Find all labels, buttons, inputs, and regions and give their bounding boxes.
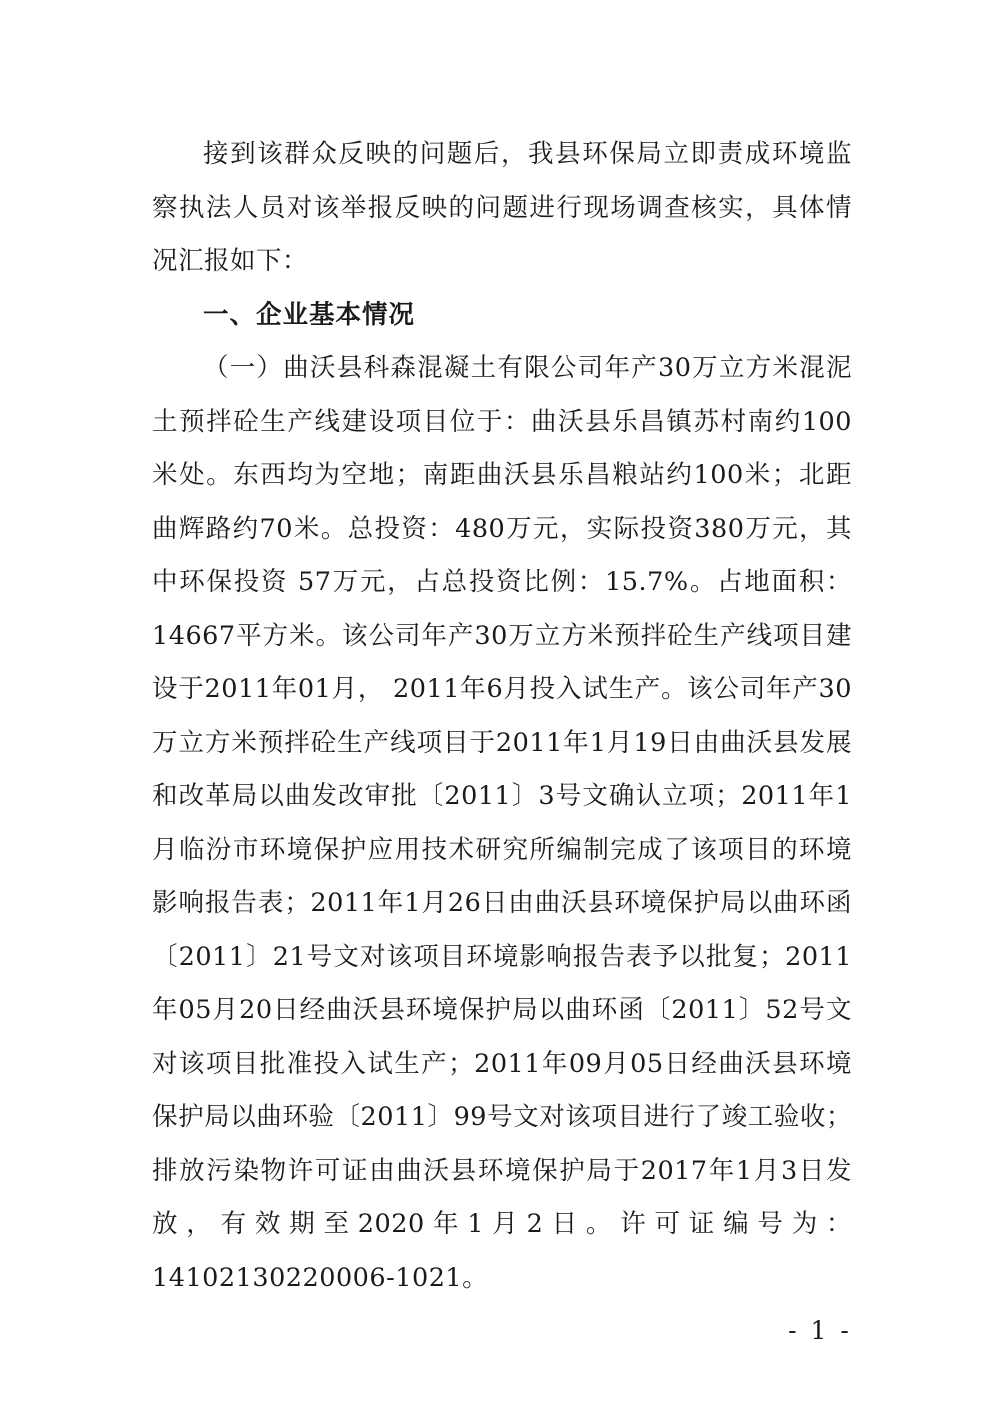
document-body <box>152 128 852 1305</box>
intro-paragraph: 接到该群众反映的问题后，我县环保局立即责成环境监察执法人员对该举报反映的问题进行现场调查核实，具体情况汇报如下： <box>152 139 852 276</box>
section-heading: 一、企业基本情况 <box>203 299 416 330</box>
item-1-paragraph: （一）曲沃县科森混凝土有限公司年产30万立方米混泥土预拌砼生产线建设项目位于：曲沃县乐昌镇苏村南约100米处。东西均为空地；南距曲沃县乐昌粮站约100米；北距曲辉路约70米。总投资：480万元，实际投资380万元，其中环保投资 57万元，占总投资比例：15.7%。占地面积：14667平方米。该公司年产30万立方米预拌砼生产线项目建设于2011年01月， 2011年6月投入试生产。该公司年产30万立方米预拌砼生产线项目于2011年1月19日由曲沃县发展和改革局以曲发改审批〔2011〕3号文确认立项；2011年1月临汾市环境保护应用技术研究所编制完成了该项目的环境影响报告表；2011年1月26日由曲沃县环境保护局以曲环函〔2011〕21号文对该项目环境影响报告表予以批复；2011年05月20日经曲沃县环境保护局以曲环函〔2011〕52号文对该项目批准投入试生产；2011年09月05日经曲沃县环境保护局以曲环验〔2011〕99号文对该项目进行了竣工验收；排放污染物许可证由曲沃县环境保护局于2017年1月3日发放，有效期至2020年1月2日。许可证编号为：14102130220006-1021。 <box>152 353 852 1293</box>
page-number: - 1 - <box>788 1316 852 1345</box>
